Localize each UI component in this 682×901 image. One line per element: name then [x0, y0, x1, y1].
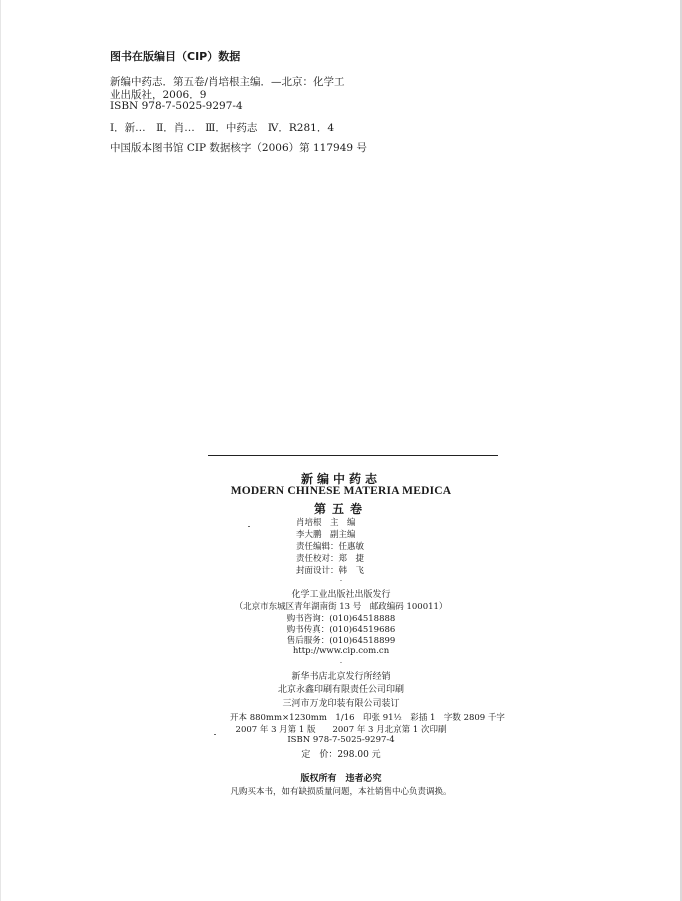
fax-purchase: 购书传真：(010)64519686: [286, 625, 396, 635]
book-volume: 第五卷: [313, 502, 368, 516]
cip-number: 中国版本图书馆 CIP 数据核字（2006）第 117949 号: [110, 142, 367, 154]
book-title-cn: 新编中药志: [300, 472, 381, 486]
chief-editor: 肖培根 主 编: [296, 518, 356, 528]
publisher-address: （北京市东城区青年湖南街 13 号 邮政编码 100011）: [234, 602, 448, 612]
website: http://www.cip.com.cn: [292, 646, 390, 656]
copyright: 版权所有 违者必究: [300, 774, 382, 784]
cip-entry-line1: 新编中药志．第五卷/肖培根主编．—北京：化学工: [110, 76, 345, 88]
tel-purchase: 购书咨询：(010)64518888: [286, 614, 396, 624]
cip-isbn: ISBN 978-7-5025-9297-4: [110, 100, 243, 112]
deputy-editor: 李大鹏 副主编: [296, 530, 356, 540]
cip-entry-line2: 业出版社，2006．9: [110, 89, 207, 101]
edition: 2007 年 3 月第 1 版 2007 年 3 月北京第 1 次印刷: [235, 725, 447, 735]
printer: 北京永鑫印刷有限责任公司印刷: [277, 685, 404, 695]
cip-header: 图书在版编目（CIP）数据: [110, 50, 241, 63]
publisher: 化学工业出版社出版发行: [291, 590, 391, 600]
scan-speck: [248, 526, 250, 527]
return-notice: 凡购买本书，如有缺损质量问题，本社销售中心负责调换。: [230, 787, 452, 797]
cover-design: 封面设计：韩 飞: [296, 566, 365, 576]
book-title-en: MODERN CHINESE MATERIA MEDICA: [230, 485, 452, 497]
proofreader: 责任校对：郑 捷: [296, 554, 365, 564]
distributor: 新华书店北京发行所经销: [291, 672, 391, 682]
binder: 三河市万龙印装有限公司装订: [282, 699, 400, 709]
responsible-editor: 责任编辑：任惠敏: [296, 542, 365, 552]
imprint-isbn: ISBN 978-7-5025-9297-4: [287, 735, 395, 745]
scan-speck: [214, 734, 216, 735]
page-edge-left: [0, 0, 1, 901]
price: 定 价：298.00 元: [301, 750, 381, 760]
cip-classification: Ⅰ．新… Ⅱ．肖… Ⅲ．中药志 Ⅳ．R281．4: [110, 122, 335, 134]
separator-dot: .: [339, 575, 343, 583]
after-sales: 售后服务：(010)64518899: [286, 636, 396, 646]
book-format: 开本 880mm×1230mm 1/16 印张 91½ 彩插 1 字数 2809 千字: [230, 713, 505, 723]
separator-dot-2: .: [339, 657, 343, 665]
imprint-top-rule: [208, 455, 498, 456]
